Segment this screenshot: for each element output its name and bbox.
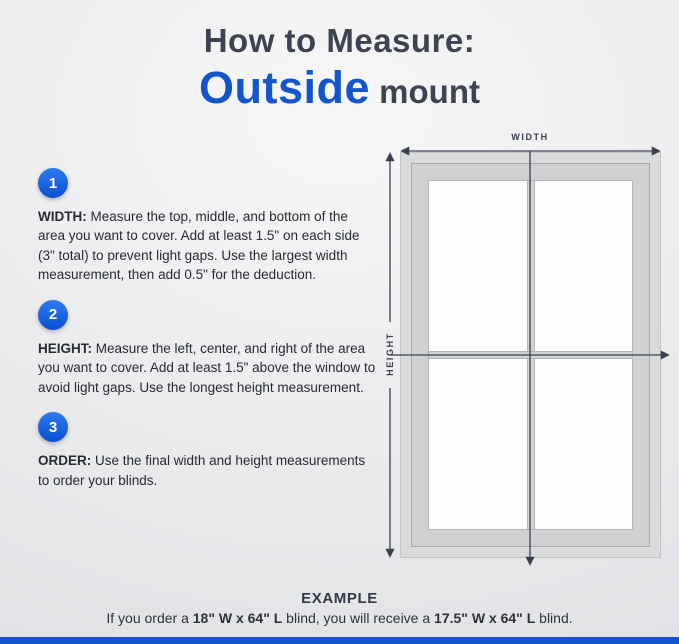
- step-width: [38, 168, 376, 285]
- example-section: [0, 590, 679, 644]
- step-1-text: [38, 207, 376, 285]
- width-label: WIDTH: [511, 132, 549, 142]
- page-header: [0, 22, 679, 114]
- mount-type-suffix: mount: [370, 73, 480, 110]
- example-text: [0, 610, 679, 626]
- step-3-label: ORDER:: [38, 453, 92, 469]
- mount-type-accent: Outside: [198, 62, 371, 113]
- step-2-text: [38, 339, 376, 397]
- page-title: How to Measure:: [203, 22, 476, 59]
- step-3-body: Use the final width and height measurements to order your blinds.: [38, 453, 366, 488]
- step-3-text: [38, 451, 376, 490]
- step-2-label: HEIGHT:: [38, 340, 92, 356]
- step-2-body: Measure the left, center, and right of the area you want to cover. Add at least 1.5" above the window to avoid light gaps. Use the longest height measurement.: [38, 340, 376, 395]
- window-diagram: [374, 126, 676, 578]
- example-text-part: If you order a: [106, 610, 193, 626]
- step-1-badge: 1: [38, 168, 68, 198]
- example-heading: EXAMPLE: [301, 590, 378, 607]
- step-order: [38, 412, 376, 490]
- step-height: [38, 300, 376, 397]
- example-text-part: blind, you will receive a: [282, 610, 435, 626]
- steps-list: [38, 168, 376, 505]
- example-text-part: blind.: [535, 610, 573, 626]
- measurement-arrows-icon: [374, 126, 676, 578]
- step-1-label: WIDTH:: [38, 209, 87, 224]
- page-subtitle: [0, 62, 679, 114]
- step-3-badge: 3: [38, 412, 68, 442]
- step-1-body: Measure the top, middle, and bottom of the area you want to cover. Add at least 1.5" on each side (3" total) to prevent light gaps. Use the largest width measurement, then add 0.5" for the deduction.: [38, 209, 360, 283]
- receive-size: 17.5" W x 64" L: [434, 610, 536, 626]
- height-label: HEIGHT: [385, 332, 395, 376]
- order-size: 18" W x 64" L: [192, 610, 283, 626]
- accent-bottom-bar: [0, 637, 679, 644]
- step-2-badge: 2: [38, 300, 68, 330]
